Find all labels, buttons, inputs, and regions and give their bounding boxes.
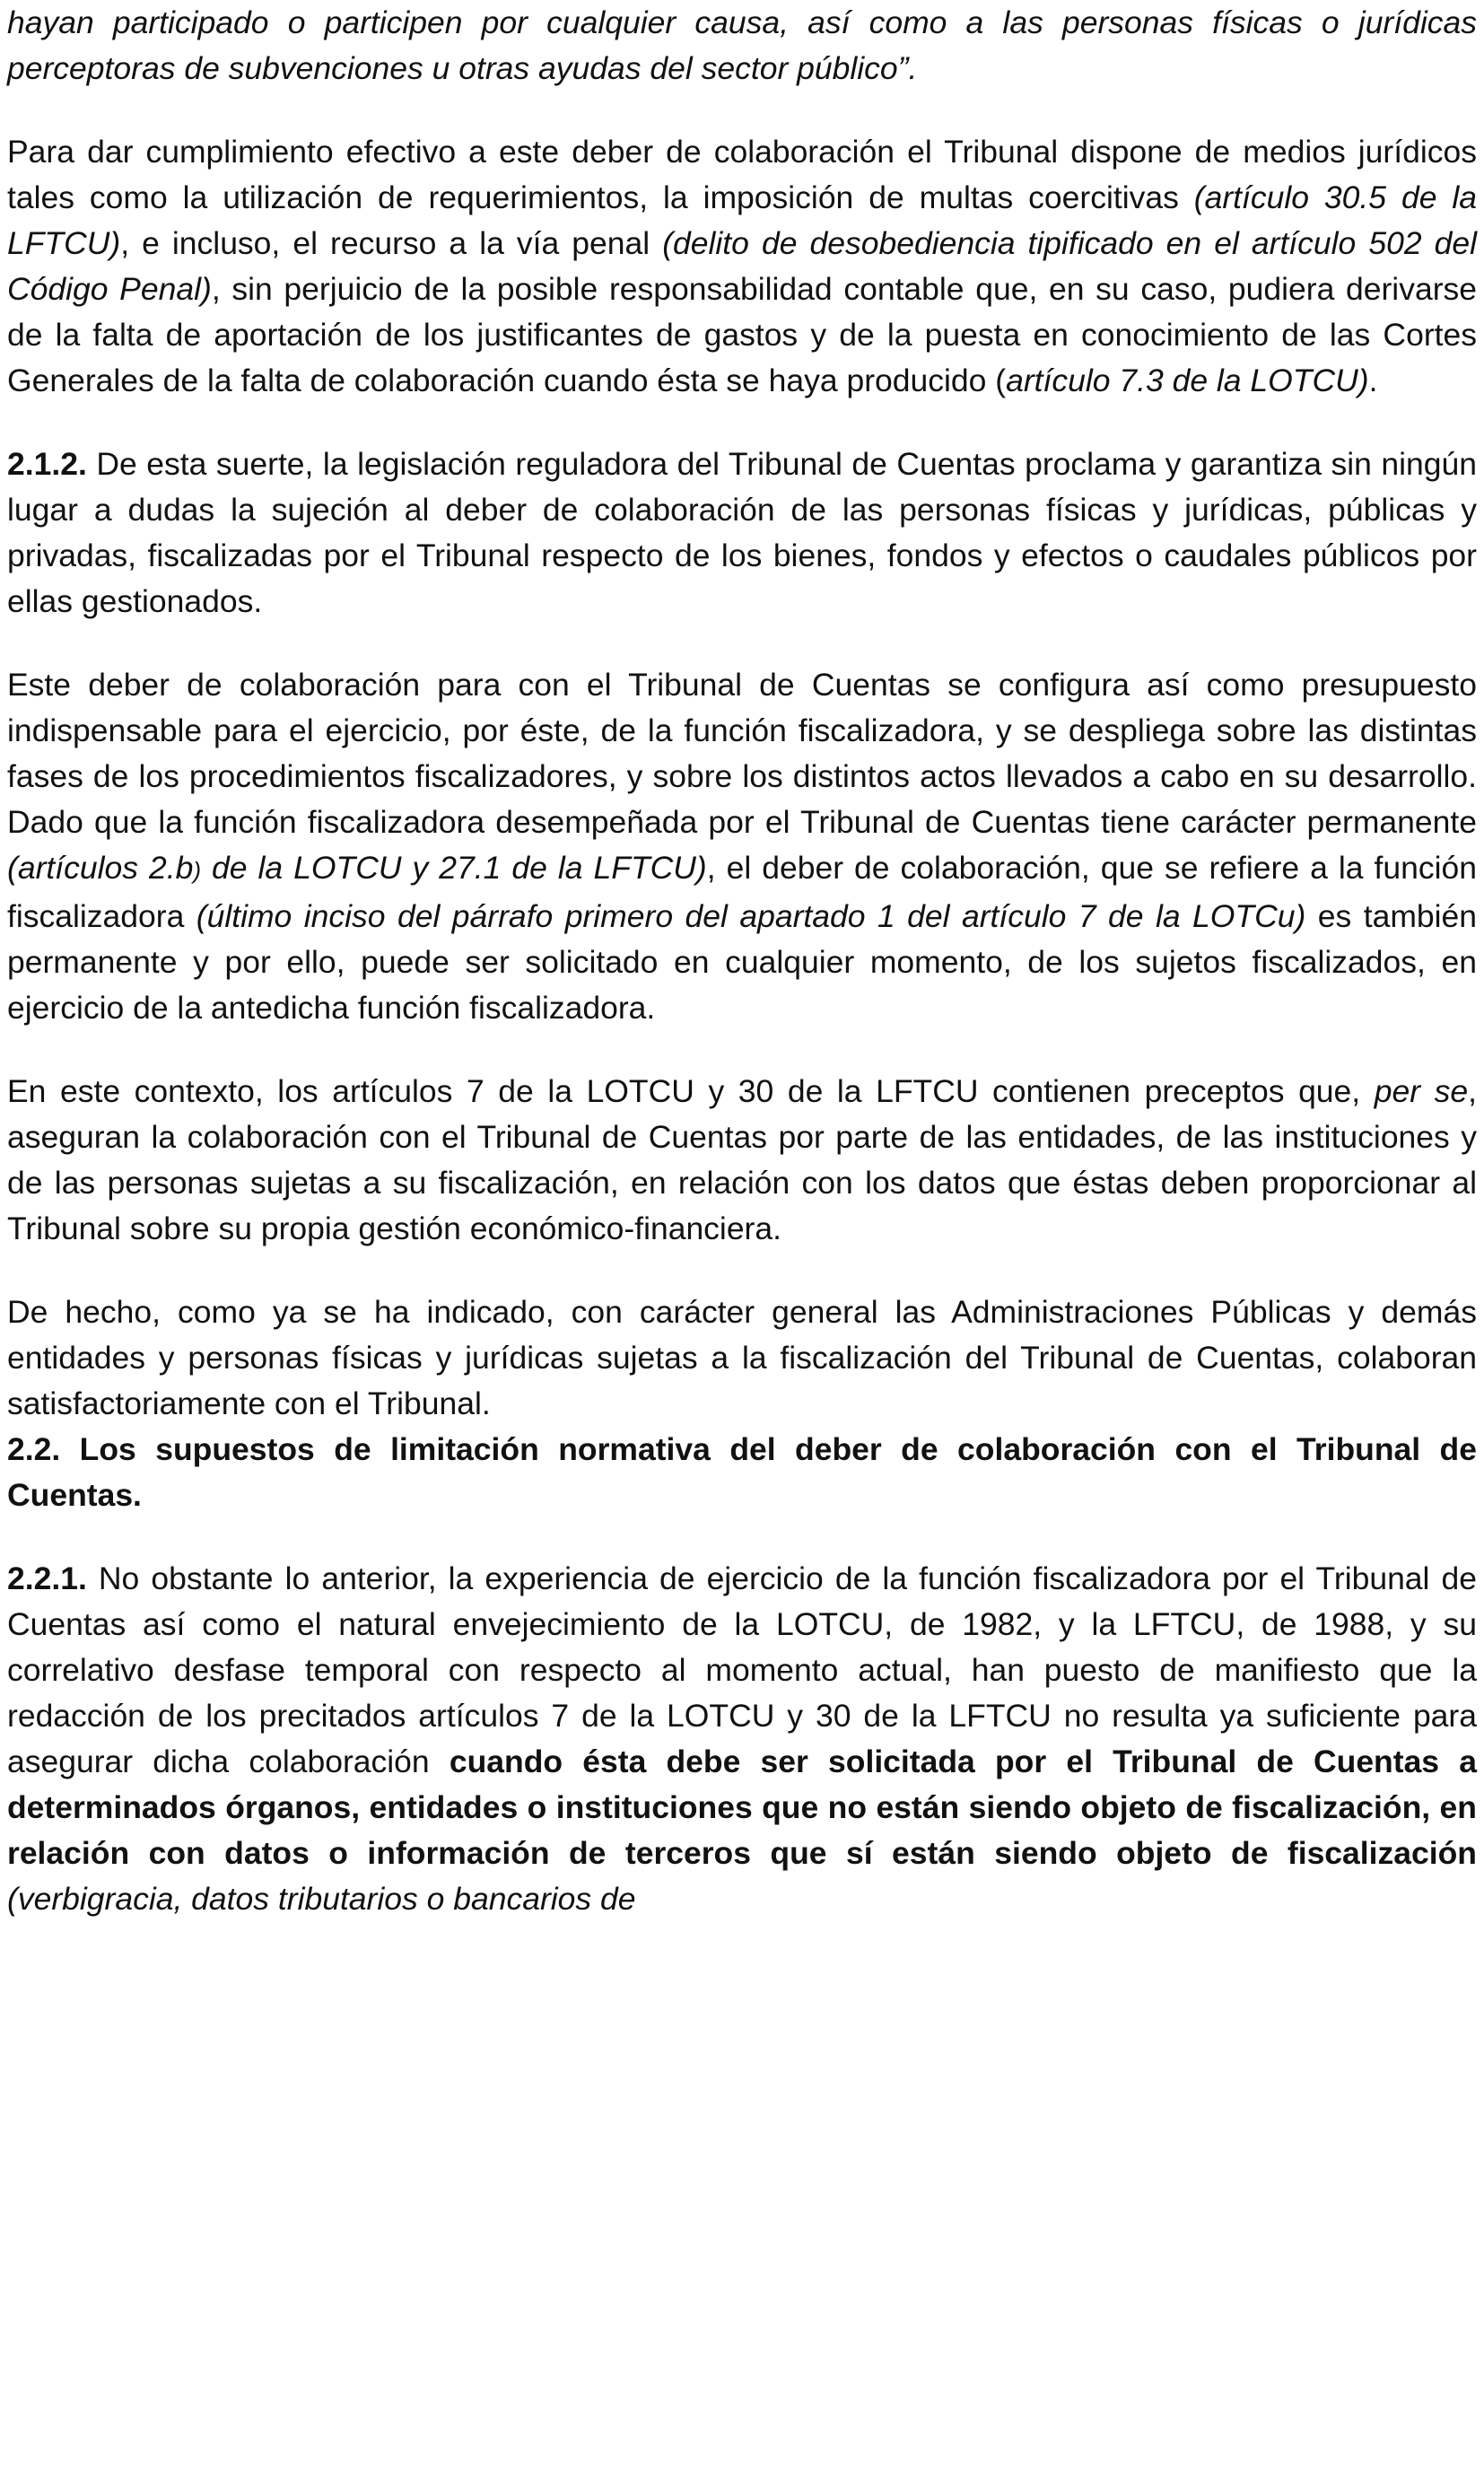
text-run: En este contexto, los artículos 7 de la LOTCU y 30 de la LFTCU contienen preceptos que, [7,1073,1375,1109]
text-run: Para dar cumplimiento efectivo a este deber de colaboración el Tribunal dispone de medios jurídicos tales como la utilización de requerimientos, la imposición de multas coercitivas [7,134,1477,215]
paragraph-text: hayan participado o participen por cualquier causa, así como a las personas físicas o jurídicas perceptoras de subvenciones u otras ayudas del sector público”. [7,4,1477,86]
paragraph-means-of-enforcement [7,129,1477,404]
citation-run: (artículo 30.5 de la LFTCU) [7,179,1477,261]
citation-run: (artículos 2.b [7,850,194,886]
section-number: 2.1.2. [7,446,87,482]
emphasis-run: per se [1374,1073,1469,1109]
text-run: Este deber de colaboración para con el Tribunal de Cuentas se configura así como presupuesto indispensable para el ejercicio, por éste, de la función fiscalizadora, y se despliega sobre las distintas fases de los procedimientos fiscalizadores, y sobre los distintos actos llevados a cabo en su desarrollo. Dado que la función fiscalizadora desempeñada por el Tribunal de Cuentas tiene carácter permanente [7,667,1477,840]
text-run: , sin perjuicio de la posible responsabilidad contable que, en su caso, pudiera derivarse de la falta de aportación de los justificantes de gastos y de la puesta en conocimiento de las Cortes Generales de la falta de colaboración cuando ésta se haya producido ( [7,271,1478,398]
text-run: , el deber de colaboración, que se refiere a la función fiscalizadora [7,850,1477,934]
text-run: De esta suerte, la legislación reguladora del Tribunal de Cuentas proclama y garantiza sin ningún lugar a dudas la sujeción al deber de colaboración de las personas físicas y jurídicas, públicas y privadas, fiscalizadas por el Tribunal respecto de los bienes, fondos y efectos o caudales públicos por ellas gestionados. [7,446,1477,619]
citation-run: (verbigracia, datos tributarios o bancarios de [7,1881,636,1917]
text-run: No obstante lo anterior, la experiencia de ejercicio de la función fiscalizadora por el Tribunal de Cuentas así como el natural envejecimiento de la LOTCU, de 1982, y la LFTCU, de 1988, y su correlativo desfase temporal con respecto al momento actual, han puesto de manifiesto que la redacción de los precitados artículos 7 de la LOTCU y 30 de la LFTCU no resulta ya suficiente para asegurar dicha colaboración [7,1560,1477,1779]
citation-run: ) [193,857,202,884]
paragraph-duty-of-collaboration [7,662,1477,1031]
citation-run: de la LOTCU y 27.1 de la LFTCU) [201,850,707,886]
document-page [7,0,1477,1922]
text-run: , aseguran la colaboración con el Tribunal de Cuentas por parte de las entidades, de las instituciones y de las personas sujetas a su fiscalización, en relación con los datos que éstas deben proporcionar al Tribunal sobre su propia gestión económico-financiera. [7,1073,1477,1246]
text-run: . [1368,363,1378,398]
section-number: 2.2.1. [7,1560,87,1596]
paragraph-continuation [7,0,1477,92]
citation-run: artículo 7.3 de la LOTCU) [1006,363,1369,398]
section-heading-2-2 [7,1427,1477,1518]
bold-run: cuando ésta debe ser solicitada por el Tribunal de Cuentas a determinados órganos, entidades o instituciones que no están siendo objeto de fiscalización, en relación con datos o información de terceros que sí están siendo objeto de fiscalización [7,1744,1477,1871]
text-run: De hecho, como ya se ha indicado, con carácter general las Administraciones Públicas y demás entidades y personas físicas y jurídicas sujetas a la fiscalización del Tribunal de Cuentas, colaboran satisfactoriamente con el Tribunal. [7,1294,1477,1421]
paragraph-2-1-2 [7,441,1477,625]
text-run: , e incluso, el recurso a la vía penal [120,225,663,261]
heading-text: 2.2. Los supuestos de limitación normativa del deber de colaboración con el Tribunal de Cuentas. [7,1431,1477,1513]
citation-run: (delito de desobediencia tipificado en el artículo 502 del Código Penal) [7,225,1477,307]
paragraph-2-2-1 [7,1556,1477,1922]
citation-run: (último inciso del párrafo primero del apartado 1 del artículo 7 de la LOTCu) [196,898,1306,934]
text-run: es también permanente y por ello, puede ser solicitado en cualquier momento, de los sujetos fiscalizados, en ejercicio de la antedicha función fiscalizadora. [7,898,1478,1026]
paragraph-context [7,1069,1477,1252]
paragraph-in-fact [7,1289,1477,1427]
